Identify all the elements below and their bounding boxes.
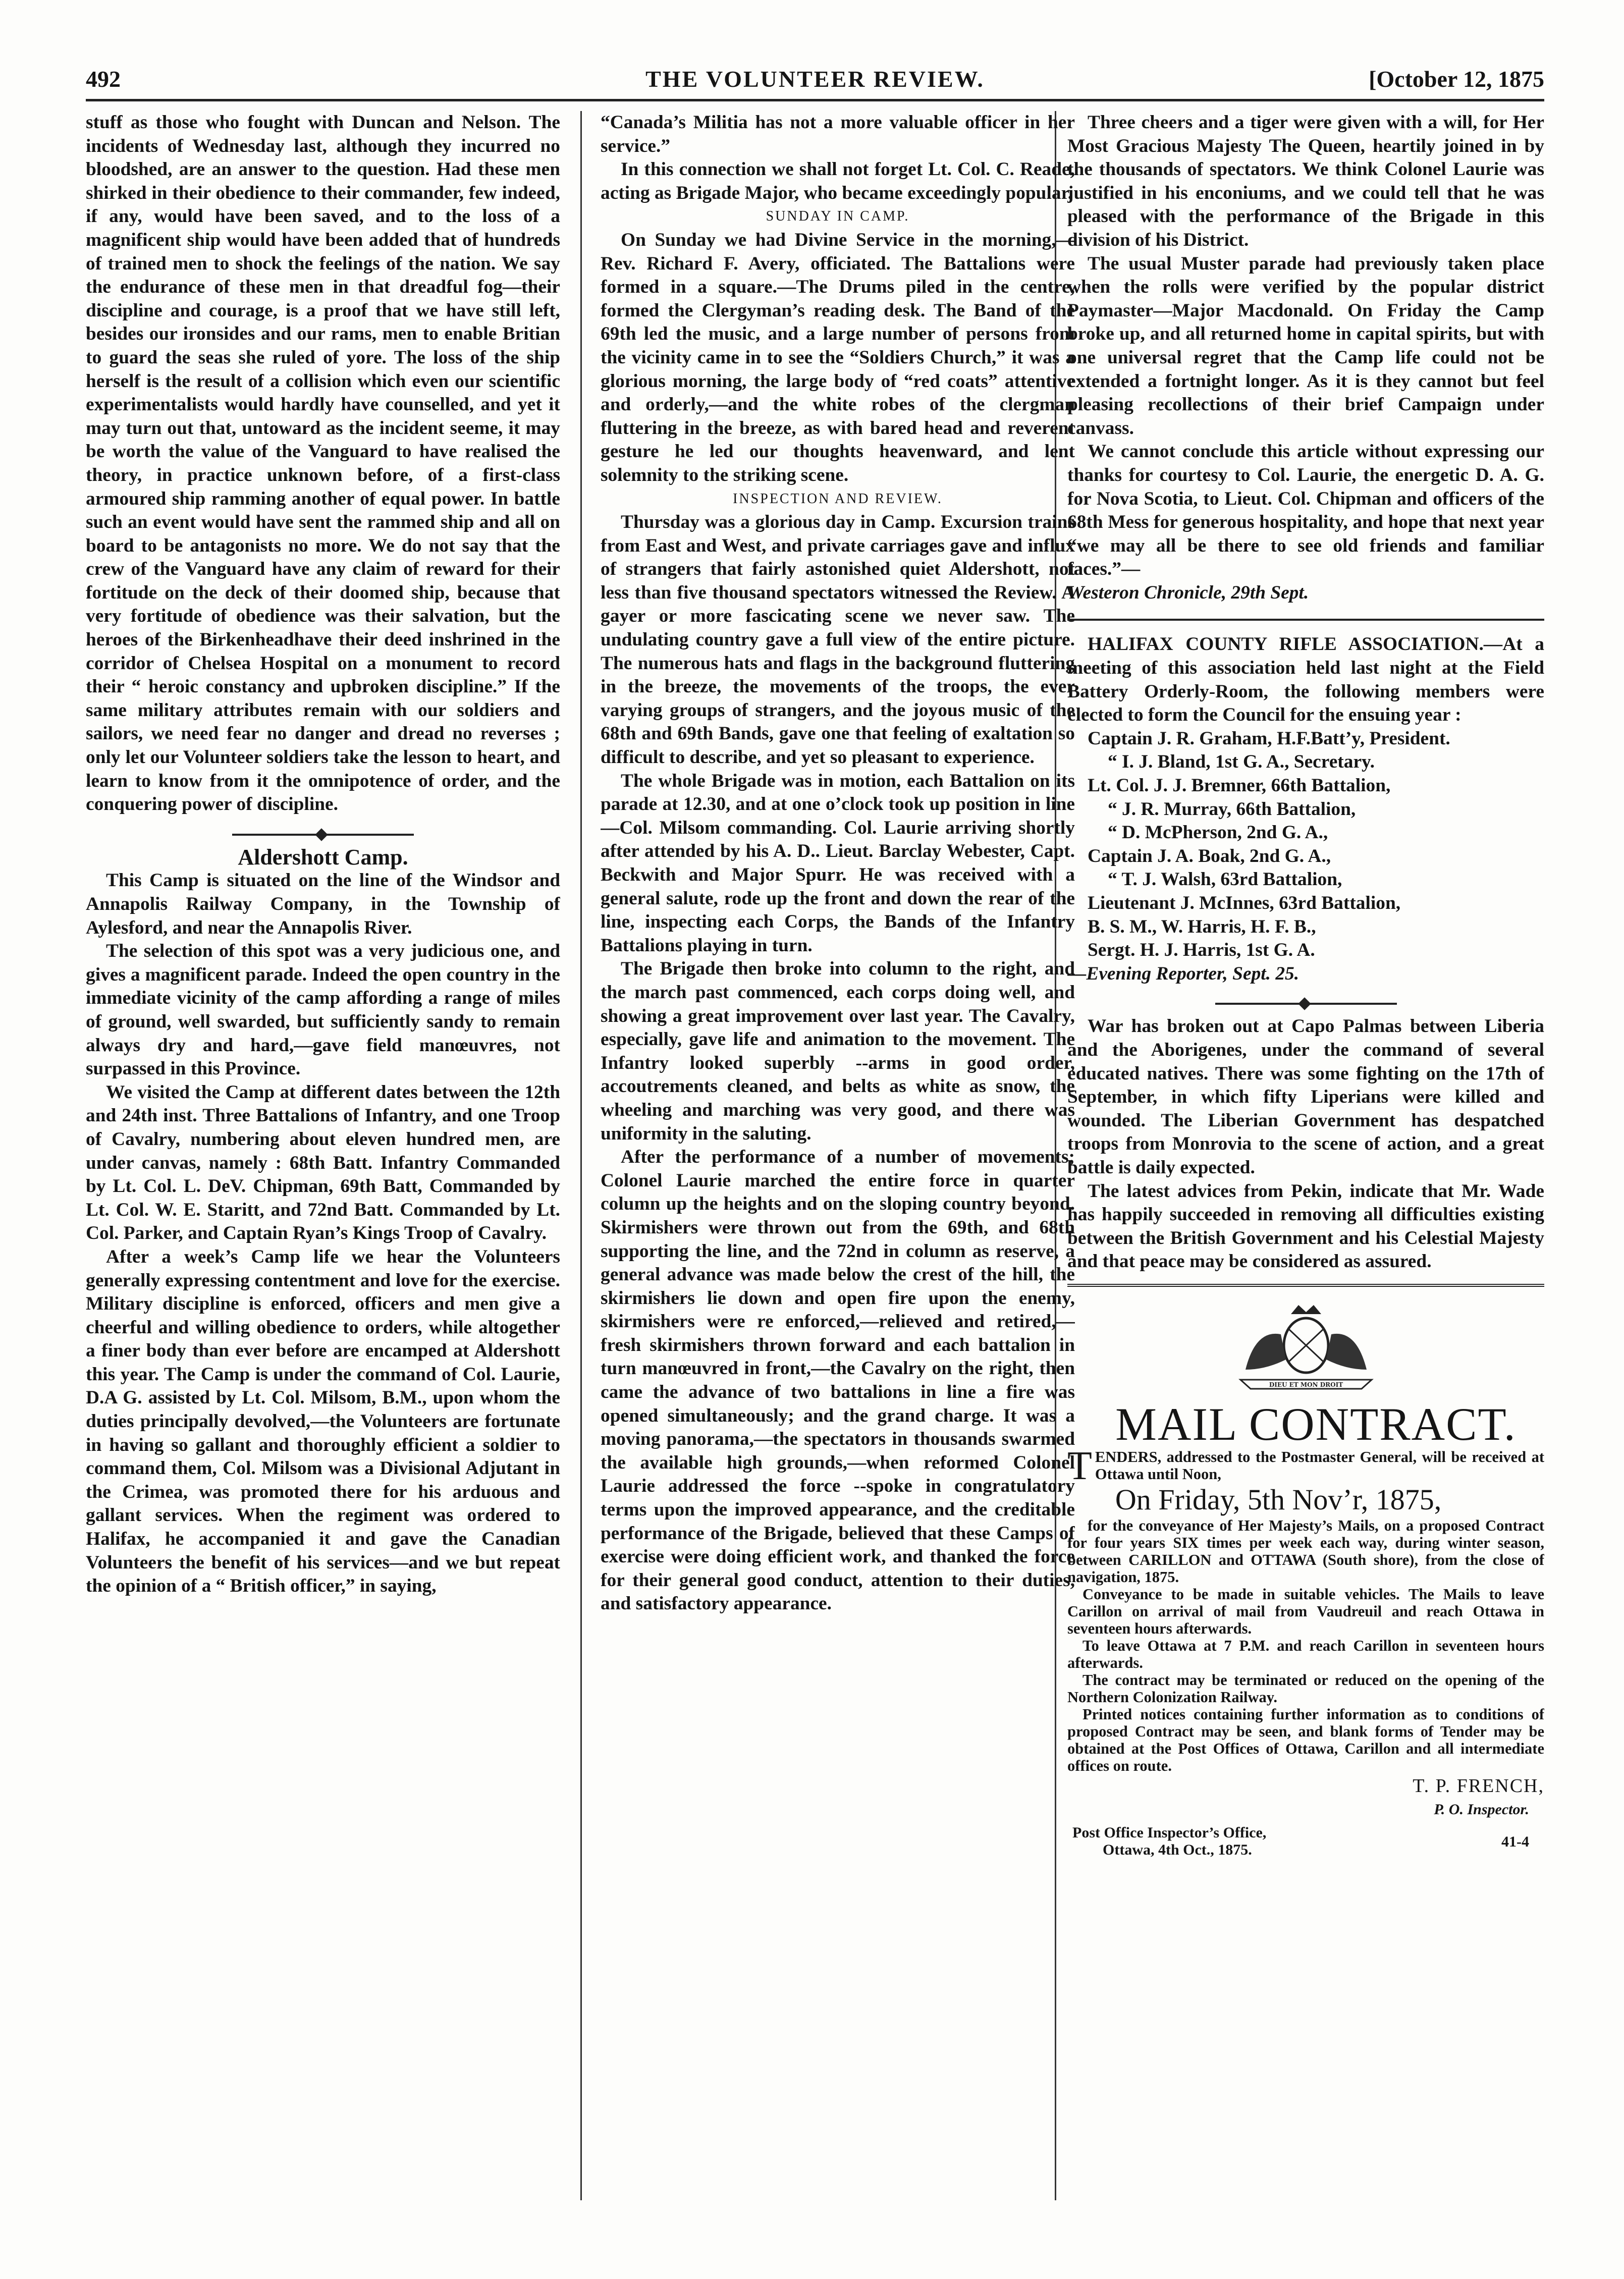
article-paragraph: On Sunday we had Divine Service in the morning,—Rev. Richard F. Avery, officiated. The Battalions were formed in a square.—The Drums piled in the centre, formed the Clergyman’s reading desk. The Band of the 69th led the music, and a large number of persons from the vicinity came in to see the “Soldiers Church,” it was a glorious morning, the large body of “red coats” attentive and orderly,—and the white robes of the clergman fluttering in the breeze, as with bared head and reverent gesture he led our thoughts heavenward, and lent solemnity to the striking scene.: [601, 229, 1075, 485]
article-paragraph: Three cheers and a tiger were given with a will, for Her Most Gracious Majesty The Queen, heartily joined in by the thousands of spectators. We think Colonel Laurie was justified in his enconiums, and we could tell that he was pleased with the performance of the Brigade in this division of his District.: [1067, 112, 1544, 250]
article-headline: Aldershott Camp.: [238, 844, 408, 870]
newspaper-title: THE VOLUNTEER REVIEW.: [645, 66, 985, 92]
page-header: [86, 62, 1544, 97]
advert-deadline: On Friday, 5th Nov’r, 1875,: [1115, 1483, 1442, 1516]
article-paragraph: In this connection we shall not forget Lt. Col. C. Reade, acting as Brigade Major, who became exceedingly popular.: [601, 159, 1075, 203]
royal-arms-crest-icon: [1210, 1299, 1402, 1395]
advert-code: 41-4: [1501, 1833, 1529, 1851]
advert-footer: Post Office Inspector’s Office, Ottawa, 4th Oct., 1875. 41-4: [1072, 1824, 1529, 1859]
advert-text: Conveyance to be made in suitable vehicles. The Mails to leave Carillon on arrival of mail from Vaudreuil and reach Ottawa in seventeen hours afterwards.: [1067, 1585, 1544, 1637]
issue-date: [October 12, 1875: [1369, 66, 1544, 92]
column-3: [1067, 111, 1544, 2200]
list-item: Lt. Col. J. J. Bremner, 66th Battalion,: [1088, 775, 1391, 796]
list-item: Captain J. A. Boak, 2nd G. A.,: [1088, 845, 1331, 866]
advert-title: MAIL CONTRACT.: [1115, 1398, 1517, 1450]
advert-text: To leave Ottawa at 7 P.M. and reach Carillon in seventeen hours afterwards.: [1067, 1637, 1544, 1671]
subheading-review: INSPECTION AND REVIEW.: [733, 491, 943, 507]
advert-text: for the conveyance of Her Majesty’s Mails, on a proposed Contract for four years SIX times per week each way, during winter season, between CARILLON and OTTAWA (South shore), from the close of navigation, 1875.: [1067, 1516, 1544, 1586]
article-paragraph: After the performance of a number of movements; Colonel Laurie marched the entire force in quarter column up the heights and on the sloping country beyond. Skirmishers were thrown out from the 69th, and 68th supporting the line, and the 72nd in column as reserve, a general advance was made below the crest of the hill, the skirmishers lie down and open fire upon the enemy, skirmishers were re enforced,—relieved and retired,—fresh skirmishers thrown forward and each battalion in turn manœuvred in front,—the Cavalry on the right, then came the advance of two battalions in line a fire was opened simultaneously; and the grand charge. It was a moving panorama,—the spectators in thousands swarmed the available high grounds,—when reformed Colonel Laurie addressed the force --spoke in congratulatory terms upon the improved appearance, and the creditable performance of the Brigade, believed that these Camps of exercise were doing efficient work, and thanked the force for their general good conduct, attention to their duties, and satisfactory appearance.: [601, 1147, 1075, 1614]
article-paragraph: We cannot conclude this article without expressing our thanks for courtesy to Col. Laurie, the energetic D. A. G. for Nova Scotia, to Lieut. Col. Chipman and officers of the 68th Mess for generous hospitality, and hope that next year “we may all be there to see old friends and familiar faces.”—: [1067, 441, 1544, 580]
article-paragraph: War has broken out at Capo Palmas between Liberia and the Aborigenes, under the command of several educated natives. There was some fighting on the 17th of September, in which fifty Liperians were killed and wounded. The Liberian Government has despatched troops from Monrovia to the scene of action, and a great battle is daily expected.: [1067, 1016, 1544, 1178]
article-paragraph: The selection of this spot was a very judicious one, and gives a magnificent parade. Indeed the open country in the immediate vicinity of the camp affording a range of miles of ground, well swarded, but sufficiently sandy to remain always dry and hard,—gave field manœuvres, not surpassed in this Province.: [86, 941, 560, 1079]
advert-text: Printed notices containing further information as to conditions of proposed Contract may be seen, and blank forms of Tender may be obtained at the Post Offices of Ottawa, Carillon and all intermediate offices on route.: [1067, 1705, 1544, 1774]
source-credit: Westeron Chronicle, 29th Sept.: [1067, 582, 1309, 603]
svg-text:DIEU ET MON DROIT: DIEU ET MON DROIT: [1269, 1381, 1343, 1388]
section-divider: [1215, 1003, 1397, 1005]
list-item: “ J. R. Murray, 66th Battalion,: [1108, 798, 1356, 820]
advert-signer: T. P. FRENCH,: [1413, 1775, 1544, 1797]
article-paragraph: Thursday was a glorious day in Camp. Excursion trains from East and West, and private carriages gave and influx of strangers that fairly astonished quiet Aldershott, not less than five thousand spectators witnessed the Review. A gayer or more fascicating scene we never saw. The undulating country gave a full view of the entire picture. The numerous hats and flags in the background fluttering in the breeze, the movements of the troops, the ever varying groups of strangers, and the joyous music of the 68th and 69th Bands, gave one that feeling of exaltation so difficult to describe, and yet so pleasant to experience.: [601, 512, 1075, 768]
subheading-sunday: SUNDAY IN CAMP.: [766, 208, 910, 225]
rifle-association-notice: HALIFAX COUNTY RIFLE ASSOCIATION.—At a meeting of this association held last night at the Field Battery Orderly-Room, the following members were elected to form the Council for the ensuing year :: [1067, 634, 1544, 726]
advert-text: The contract may be terminated or reduced on the opening of the Northern Colonization Railway.: [1067, 1671, 1544, 1706]
list-item: B. S. M., W. Harris, H. F. B.,: [1088, 916, 1316, 937]
article-paragraph: The latest advices from Pekin, indicate that Mr. Wade has happily succeeded in removing all difficulties existing between the British Government and his Celestial Majesty and that peace may be considered as assured.: [1067, 1180, 1544, 1272]
advert-intro: TENDERS, addressed to the Postmaster General, will be received at Ottawa until Noon,: [1067, 1443, 1544, 1488]
advert-signer-title: P. O. Inspector.: [1434, 1801, 1529, 1818]
article-paragraph: This Camp is situated on the line of the Windsor and Annapolis Railway Company, in the Township of Aylesford, and near the Annapolis River.: [86, 870, 560, 938]
article-paragraph: After a week’s Camp life we hear the Volunteers generally expressing contentment and love for the exercise. Military discipline is enforced, officers and men give a cheerful and willing obedience to orders, while altogether a finer body than ever before are encamped at Aldershott this year. The Camp is under the command of Col. Laurie, D.A G. assisted by Lt. Col. Milsom, B.M., upon whom the duties principally devolved,—the Volunteers are fortunate in having so gallant and thoroughly efficient a soldier to command them, Col. Milsom was a Divisional Adjutant in the Crimea, was promoted there for his arduous and gallant services. When the regiment was ordered to Halifax, he accompanied it and gave the Canadian Volunteers the benefit of his services—and we but repeat the opinion of a “ British officer,” in saying,: [86, 1246, 560, 1597]
article-paragraph: “Canada’s Militia has not a more valuable officer in her service.”: [601, 112, 1075, 156]
section-rule: [1067, 619, 1544, 621]
mail-contract-advert: [1067, 1284, 1544, 1859]
page-number: 492: [86, 66, 121, 92]
list-item: Sergt. H. J. Harris, 1st G. A.: [1088, 940, 1315, 961]
list-item: Lieutenant J. McInnes, 63rd Battalion,: [1088, 893, 1401, 913]
column-rule: [580, 111, 582, 2200]
council-list: [1067, 727, 1544, 962]
column-1: [86, 111, 560, 2200]
source-credit: —Evening Reporter, Sept. 25.: [1067, 963, 1300, 984]
article-paragraph: stuff as those who fought with Duncan and Nelson. The incidents of Wednesday last, although they incurred no bloodshed, are an answer to the question. Had these men shirked in their obedience to their commander, few indeed, if any, would have been saved, and to the loss of a magnificent ship would have been added that of hundreds of trained men to shock the feelings of the nation. We say the endurance of these men in that dreadful fog—their discipline and courage, is a proof that we have still left, besides our ironsides and our rams, men to enable Britian to guard the seas she ruled of yore. The loss of the ship herself is the result of a collision which even our scientific experimentalists would hardly have counselled, and yet it may turn out that, untoward as the incident seeme, it may be worth the value of the Vanguard to have realised the theory, in practice unknown before, of a first-class armoured ship ramming another of equal power. In battle such an event would have sent the rammed ship and all on board to be antagonists no more. We do not say that the crew of the Vanguard have any claim of reward for their fortitude on the deck of their doomed ship, because that very fortitude of obedience was their salvation, but the heroes of the Birkenheadhave their deed inshrined in the corridor of Chelsea Hospital on a monument to record their “ heroic constancy and upbroken discipline.” If the same military attributes remain with our soldiers and sailors, we need fear no danger and dread no reverses ; only let our Volunteer soldiers take the lesson to heart, and learn to know from it the omnipotence of order, and the conquering power of discipline.: [86, 112, 560, 815]
list-item: “ T. J. Walsh, 63rd Battalion,: [1108, 869, 1342, 890]
article-paragraph: The Brigade then broke into column to the right, and the march past commenced, each corps doing well, and showing a great improvement over last year. The Cavalry, especially, gave life and animation to the movement. The Infantry looked superbly --arms in good order, accoutrements cleaned, and belts as white as snow, the wheeling and marching was very good, and there was uniformity in the saluting.: [601, 958, 1075, 1144]
header-rule: [86, 99, 1544, 101]
article-paragraph: The whole Brigade was in motion, each Battalion on its parade at 12.30, and at one o’clock took up position in line—Col. Milsom commanding. Col. Laurie arriving shortly after attended by his A. D.. Lieut. Barclay Webester, Capt. Beckwith and Major Spurr. He was received with a general salute, rode up the front and down the rear of the line, inspecting each Corps, the Bands of the Infantry Battalions playing in turn.: [601, 770, 1075, 956]
column-2: [601, 111, 1075, 2200]
section-divider: [232, 834, 414, 836]
article-paragraph: The usual Muster parade had previously taken place when the rolls were verified by the popular district Paymaster—Major Macdonald. On Friday the Camp broke up, and all returned home in capital spirits, but with one universal regret that the Camp life could not be extended a fortnight longer. As it is they cannot but feel pleasing recollections of their brief Campaign under canvass.: [1067, 253, 1544, 439]
article-paragraph: We visited the Camp at different dates between the 12th and 24th inst. Three Battalions of Infantry, and one Troop of Cavalry, numbering about eleven hundred men, are under canvas, namely : 68th Batt. Infantry Commanded by Lt. Col. L. DeV. Chipman, 69th Batt, Commanded by Lt. Col. W. E. Staritt, and 72nd Batt. Commanded by Lt. Col. Parker, and Captain Ryan’s Kings Troop of Cavalry.: [86, 1081, 560, 1244]
list-item: “ D. McPherson, 2nd G. A.,: [1108, 822, 1328, 843]
list-item: Captain J. R. Graham, H.F.Batt’y, President.: [1088, 728, 1450, 749]
list-item: “ I. J. Bland, 1st G. A., Secretary.: [1108, 751, 1375, 773]
